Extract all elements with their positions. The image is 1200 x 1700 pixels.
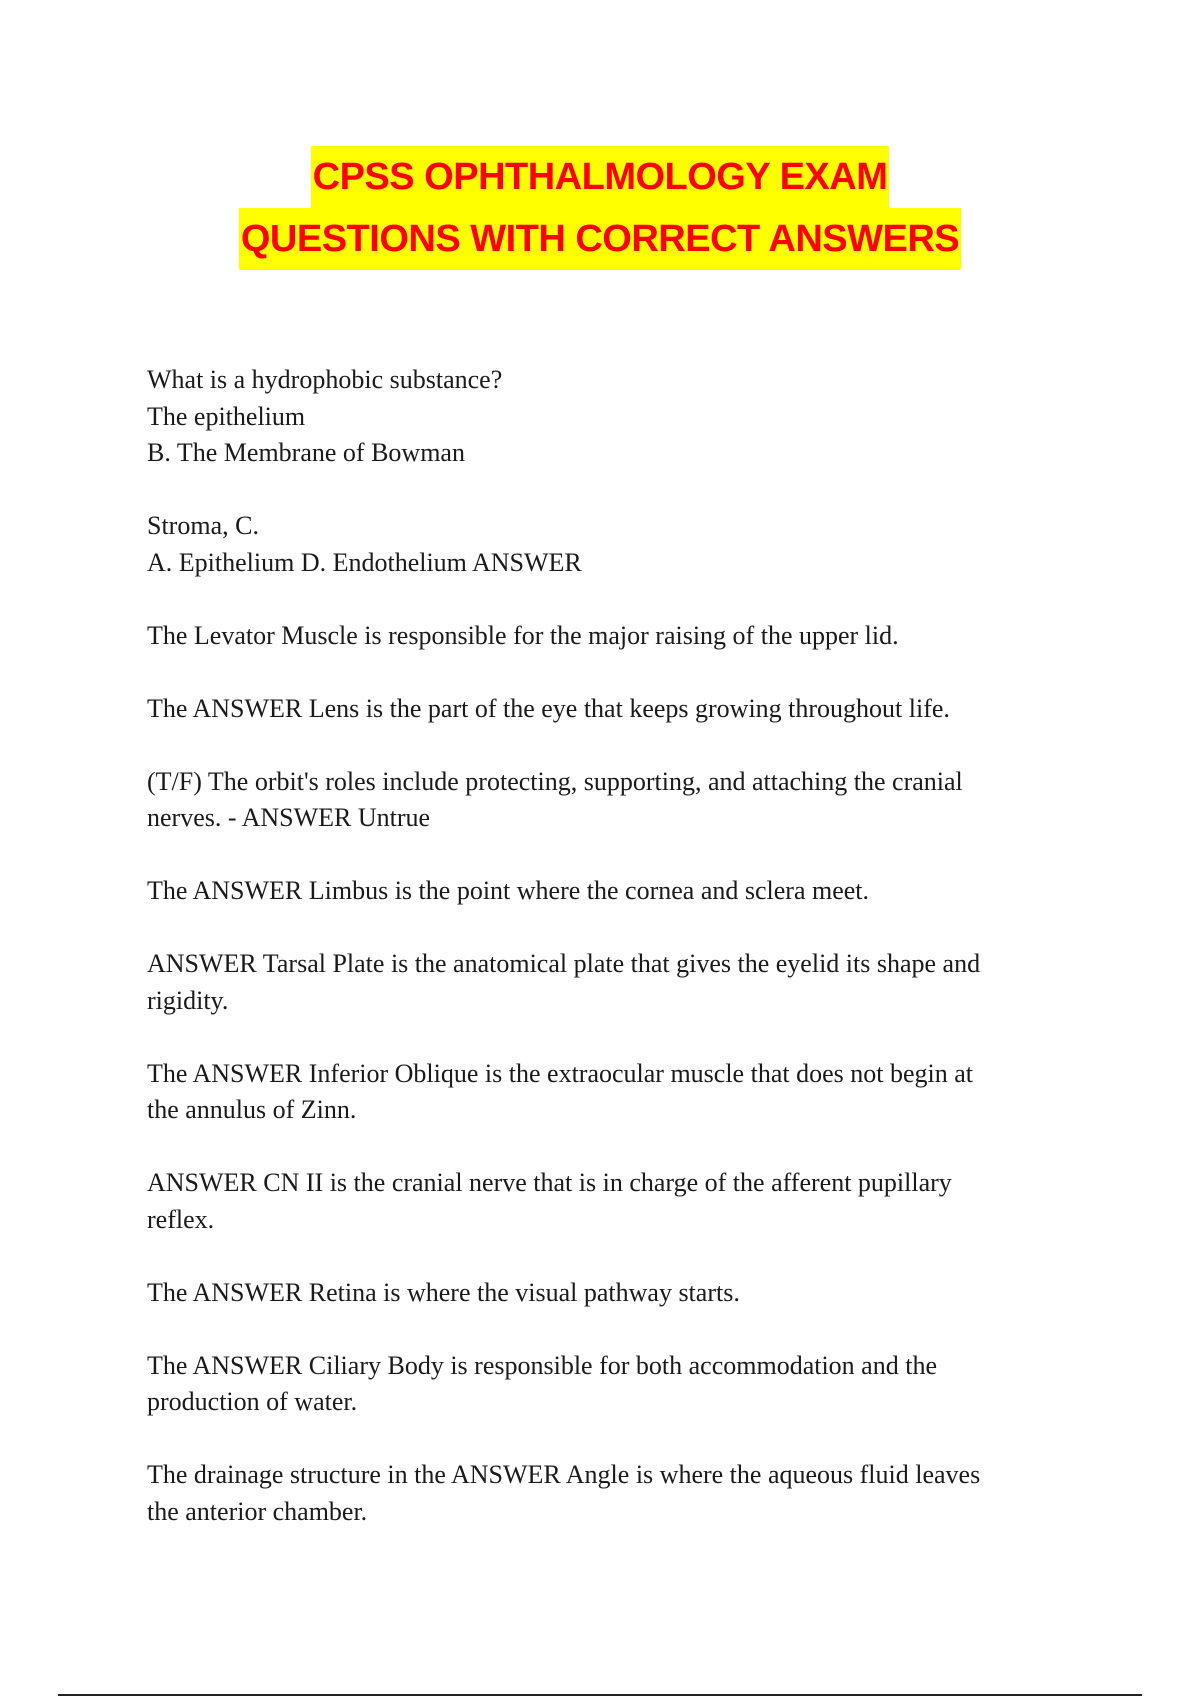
page-bottom-divider: [58, 1694, 1142, 1696]
qa-paragraph: [147, 1457, 1077, 1530]
paragraph-line: The drainage structure in the ANSWER Angle is where the aqueous fluid leaves: [147, 1460, 981, 1489]
title-line-1: CPSS OPHTHALMOLOGY EXAM: [311, 146, 890, 208]
paragraph-line: ANSWER CN II is the cranial nerve that is in charge of the afferent pupillary: [147, 1168, 952, 1197]
paragraph-line: nerves. - ANSWER Untrue: [147, 803, 431, 832]
paragraph-line: A. Epithelium D. Endothelium ANSWER: [147, 547, 582, 577]
document-body: [147, 362, 1077, 1567]
paragraph-line: The epithelium: [147, 401, 306, 431]
title-line-2: QUESTIONS WITH CORRECT ANSWERS: [239, 208, 961, 270]
qa-paragraph: [147, 508, 1077, 581]
qa-paragraph: [147, 1275, 1077, 1312]
paragraph-line: The ANSWER Lens is the part of the eye that keeps growing throughout life.: [147, 693, 950, 723]
paragraph-line: The ANSWER Inferior Oblique is the extraocular muscle that does not begin at: [147, 1058, 973, 1088]
qa-paragraph: [147, 362, 1077, 472]
paragraph-line: The Levator Muscle is responsible for the major raising of the upper lid.: [147, 620, 899, 650]
paragraph-line: production of water.: [147, 1387, 358, 1416]
qa-paragraph: [147, 764, 1077, 837]
paragraph-line: reflex.: [147, 1204, 215, 1234]
qa-paragraph: [147, 873, 1077, 910]
paragraph-line: ANSWER Tarsal Plate is the anatomical plate that gives the eyelid its shape and: [147, 949, 981, 978]
paragraph-line: The ANSWER Limbus is the point where the cornea and sclera meet.: [147, 876, 870, 905]
qa-paragraph: [147, 946, 1077, 1019]
qa-paragraph: [147, 1056, 1077, 1129]
paragraph-line: The ANSWER Ciliary Body is responsible for both accommodation and the: [147, 1350, 937, 1380]
paragraph-line: the annulus of Zinn.: [147, 1095, 357, 1124]
qa-paragraph: [147, 691, 1077, 728]
paragraph-line: The ANSWER Retina is where the visual pathway starts.: [147, 1277, 740, 1307]
paragraph-line: the anterior chamber.: [147, 1496, 368, 1526]
qa-paragraph: [147, 1348, 1077, 1421]
paragraph-line: rigidity.: [147, 985, 229, 1015]
paragraph-line: What is a hydrophobic substance?: [147, 365, 503, 394]
paragraph-line: B. The Membrane of Bowman: [147, 438, 465, 467]
document-title: [0, 146, 1200, 270]
qa-paragraph: [147, 1165, 1077, 1238]
paragraph-line: Stroma, C.: [147, 511, 259, 540]
qa-paragraph: [147, 618, 1077, 655]
paragraph-line: (T/F) The orbit's roles include protecting, supporting, and attaching the cranial: [147, 766, 963, 796]
